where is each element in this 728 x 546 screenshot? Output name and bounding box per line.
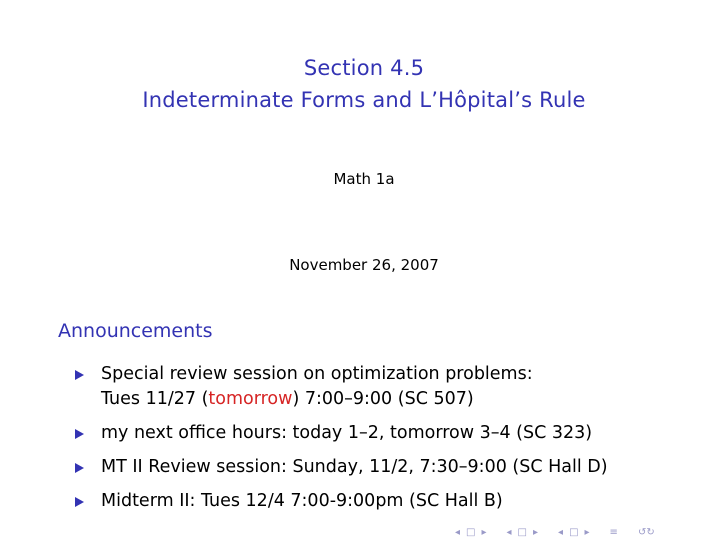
announcement-item — [75, 489, 715, 514]
nav-subsection-next-icon[interactable]: ▸ — [584, 527, 590, 538]
announcement-text: my next office hours: today 1–2, tomorrow 3–4 (SC 323) — [101, 423, 593, 443]
nav-frame-box-icon[interactable]: □ — [466, 527, 476, 538]
nav-subsection-prev-icon[interactable]: ◂ — [558, 527, 564, 538]
beamer-navigation-bar — [455, 524, 655, 542]
nav-frame-next-icon[interactable]: ▸ — [481, 527, 487, 538]
title-block — [0, 52, 728, 116]
announcement-text: Midterm II: Tues 12/4 7:00-9:00pm (SC Hall B) — [101, 491, 503, 511]
nav-align-icon[interactable]: ≡ — [609, 527, 618, 538]
nav-first-icon[interactable]: ◂ — [455, 527, 461, 538]
slide-subtitle: Indeterminate Forms and L’Hôpital’s Rule — [142, 88, 586, 112]
bullet-triangle-icon — [75, 370, 84, 380]
announcement-text: MT II Review session: Sunday, 11/2, 7:30–9:00 (SC Hall D) — [101, 457, 608, 477]
highlight-text: tomorrow — [208, 389, 293, 409]
announcement-item — [75, 421, 715, 446]
announcements-heading: Announcements — [58, 320, 213, 342]
announcement-item — [75, 455, 715, 480]
announcement-text: Tues 11/27 ( — [101, 389, 209, 409]
announcement-line: Special review session on optimization problems: — [101, 364, 533, 384]
bullet-triangle-icon — [75, 463, 84, 473]
bullet-triangle-icon — [75, 429, 84, 439]
nav-subsection-box-icon[interactable]: □ — [569, 527, 579, 538]
announcement-text: ) 7:00–9:00 (SC 507) — [292, 389, 474, 409]
nav-search-icon[interactable]: ↺↻ — [637, 527, 655, 538]
nav-section-box-icon[interactable]: □ — [517, 527, 527, 538]
announcement-line — [101, 387, 715, 412]
announcement-item — [75, 362, 715, 412]
course-name: Math 1a — [333, 170, 395, 188]
bullet-triangle-icon — [75, 497, 84, 507]
slide-date: November 26, 2007 — [289, 256, 439, 274]
nav-section-next-icon[interactable]: ▸ — [533, 527, 539, 538]
announcements-list — [75, 362, 715, 523]
slide-title: Section 4.5 — [303, 56, 425, 80]
nav-section-prev-icon[interactable]: ◂ — [506, 527, 512, 538]
